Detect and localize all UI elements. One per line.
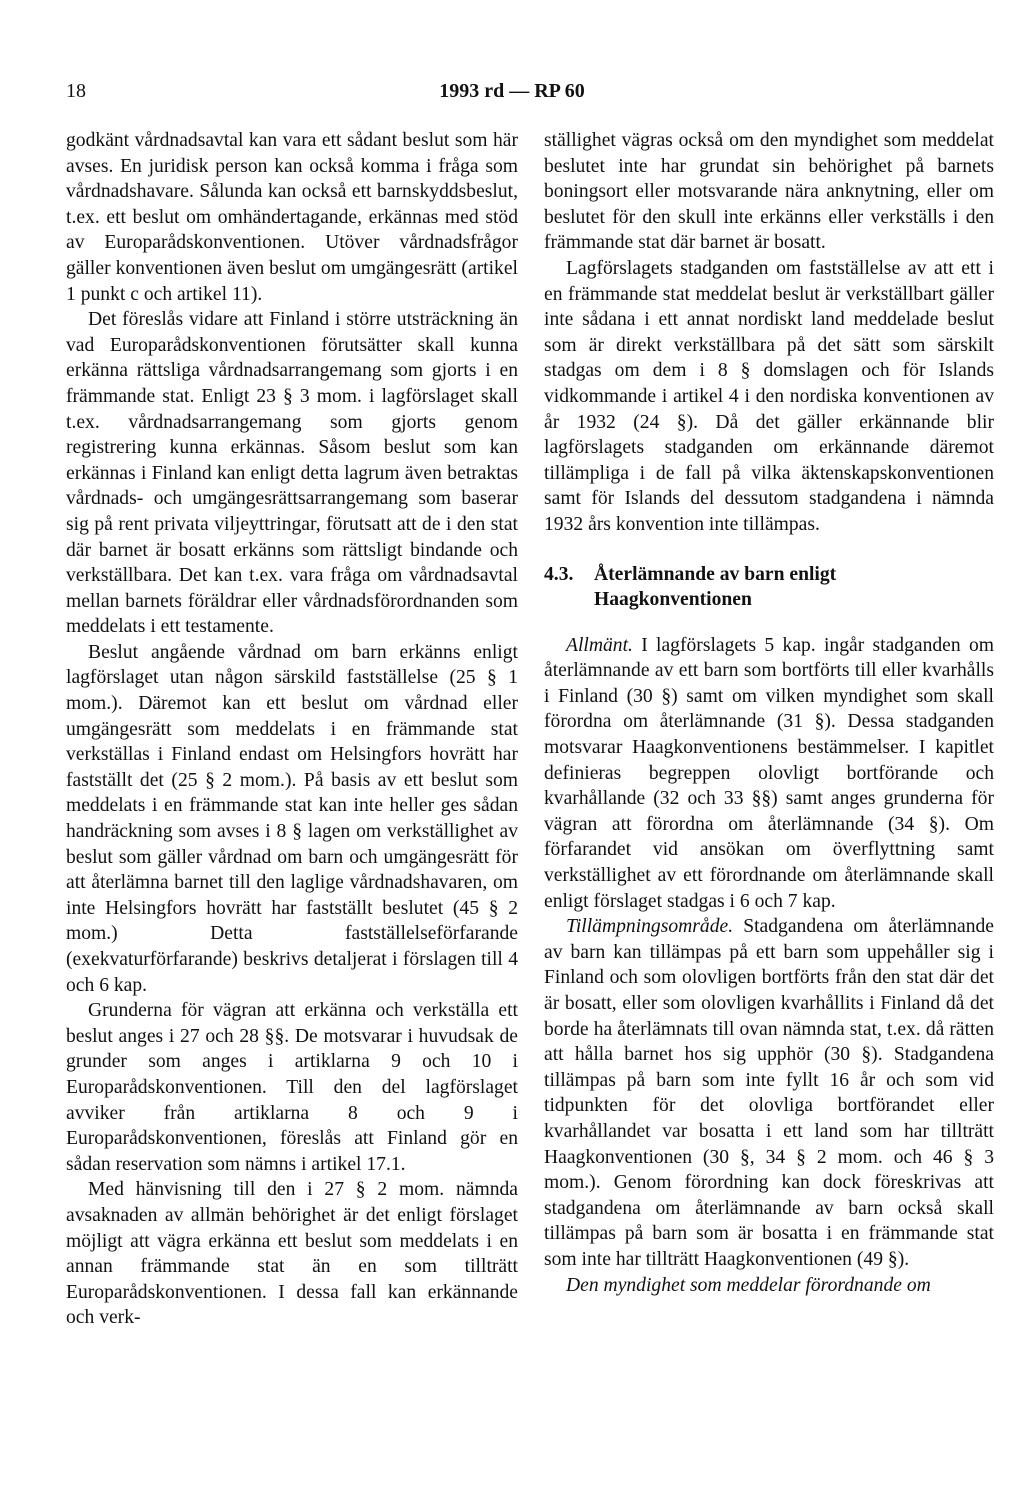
right-paragraph-3 [544,633,994,915]
left-paragraph-3: Beslut angående vårdnad om barn erkänns enligt lagförslaget utan någon särskild fastställelse (25 § 1 mom.). Däremot kan ett beslut om vårdnad eller umgängesrätt som meddelats i en främmande stat verkställas i Finland endast om Helsingfors hovrätt har fastställt det (25 § 2 mom.). På basis av ett beslut som meddelats i en främmande stat kan inte heller ges sådan handräckning som avses i 8 § lagen om verkställighet av beslut som gäller vårdnad om barn och umgängesrätt för att återlämna barnet till den laglige vårdnadshavaren, om inte Helsingfors hovrätt har fastställt beslutet (45 § 2 mom.) Detta fastställelseförfarande (exekvaturförfarande) beskrivs detaljerat i förslagen till 4 och 6 kap. [66,641,518,996]
left-paragraph-4: Grunderna för vägran att erkänna och verkställa ett beslut anges i 27 och 28 §§. De motsvarar i huvudsak de grunder som anges i artiklarna 9 och 10 i Europarådskonventionen. Till den del lagförslaget avviker från artiklarna 8 och 9 i Europarådskonventionen, föreslås att Finland gör en sådan reservation som nämns i artikel 17.1. [66,1000,518,1175]
section-heading [544,562,994,613]
run-in-heading-tillampningsomrade: Tillämpningsområde. [566,916,734,938]
section-title: Återlämnande av barn enligt Haagkonventionen [594,563,837,611]
left-paragraph-1: godkänt vårdnadsavtal kan vara ett sådant beslut som här avses. En juridisk person kan också komma i fråga som vårdnadshavare. Sålunda kan också ett barnskyddsbeslut, t.ex. ett beslut om omhändertagande, erkännas med stöd av Europarådskonventionen. Utöver vårdnadsfrågor gäller konventionen även beslut om umgängesrätt (artikel 1 punkt c och artikel 11). [66,130,518,305]
left-paragraph-2: Det föreslås vidare att Finland i större utsträckning än vad Europarådskonventionen förutsätter skall kunna erkänna rättsliga vårdnadsarrangemang som gjorts i en främmande stat. Enligt 23 § 3 mom. i lagförslaget skall t.ex. vårdnadsarrangemang som gjorts genom registrering kunna erkännas. Såsom beslut som kan erkännas i Finland kan enligt detta lagrum även betraktas vårdnads- och umgängesrättsarrangemang som baserar sig på rent privata viljeyttringar, förutsatt att de i den stat där barnet är bosatt erkänns som rättsligt bindande och verkställbara. Det kan t.ex. vara fråga om vårdnadsavtal mellan barnets föräldrar eller vårdnadsförordnanden som meddelats i ett testamente. [66,309,518,638]
right-paragraph-3-text: I lagförslagets 5 kap. ingår stadganden om återlämnande av ett barn som bortförts till eller kvarhålls i Finland (30 §) samt om vilken myndighet som skall förordna om återlämnande (31 §). Dessa stadganden motsvarar Haagkonventionens bestämmelser. I kapitlet definieras begreppen olovligt bortförande och kvarhållande (32 och 33 §§) samt anges grunderna för vägran att förordna om återlämnande (34 §). Om förfarandet vid ansökan om överflyttning samt verkställighet av ett förordnande om återlämnande skall enligt förslaget stadgas i 6 och 7 kap. [544,634,994,912]
right-paragraph-4 [544,914,994,1272]
left-paragraph-5: Med hänvisning till den i 27 § 2 mom. nämnda avsaknaden av allmän behörighet är det enligt förslaget möjligt att vägra erkänna ett beslut som meddelats i en annan främmande stat än en som tillträtt Europarådskonventionen. I dessa fall kan erkännande och verk- [66,1179,518,1329]
run-in-heading-allmant: Allmänt. [566,634,633,656]
section-number: 4.3. [544,563,574,585]
running-head: 1993 rd — RP 60 [439,80,585,102]
right-paragraph-4-text: Stadgandena om återlämnande av barn kan tillämpas på ett barn som uppehåller sig i Finland och som olovligen bortförts från den stat där det är bosatt, eller som olovligen kvarhållits i Finland då det borde ha återlämnats till ovan nämnda stat, t.ex. då rätten att hålla barnet hos sig upphör (30 §). Stadgandena tillämpas på barn som inte fyllt 16 år och som vid tidpunkten för det olovliga bortförandet eller kvarhållandet var bosatta i ett land som har tillträtt Haagkonventionen (30 §, 34 § 2 mom. och 46 § 3 mom.). Genom förordning kan dock föreskrivas att stadgandena om återlämnande av barn också skall tillämpas på barn som är bosatta i en främmande stat som inte har tillträtt Haagkonventionen (49 §). [544,916,994,1270]
right-paragraph-1: ställighet vägras också om den myndighet som meddelat beslutet inte har grundat sin behörighet på barnets boningsort eller motsvarande nära anknytning, eller om beslutet för den skull inte erkänns eller verkställs i den främmande stat där barnet är bosatt. [544,130,994,254]
right-paragraph-5: Den myndighet som meddelar förordnande om [566,1274,931,1296]
right-column [544,128,994,1298]
page-number: 18 [66,80,86,102]
right-paragraph-2: Lagförslagets stadganden om fastställelse av att ett i en främmande stat meddelat beslut är verkställbart gäller inte sådana i ett annat nordiskt land meddelade beslut som är direkt verkställbara på det sätt som särskilt stadgas om dem i 8 § domslagen och för Islands vidkommande i artikel 4 i den nordiska konventionen av år 1932 (24 §). Då det gäller erkännande blir lagförslagets stadganden om erkännande däremot tillämpliga i de fall på vilka äktenskapskonventionen samt för Islands del dessutom stadgandena i nämnda 1932 års konvention inte tillämpas. [544,257,994,535]
left-column [66,128,518,1331]
